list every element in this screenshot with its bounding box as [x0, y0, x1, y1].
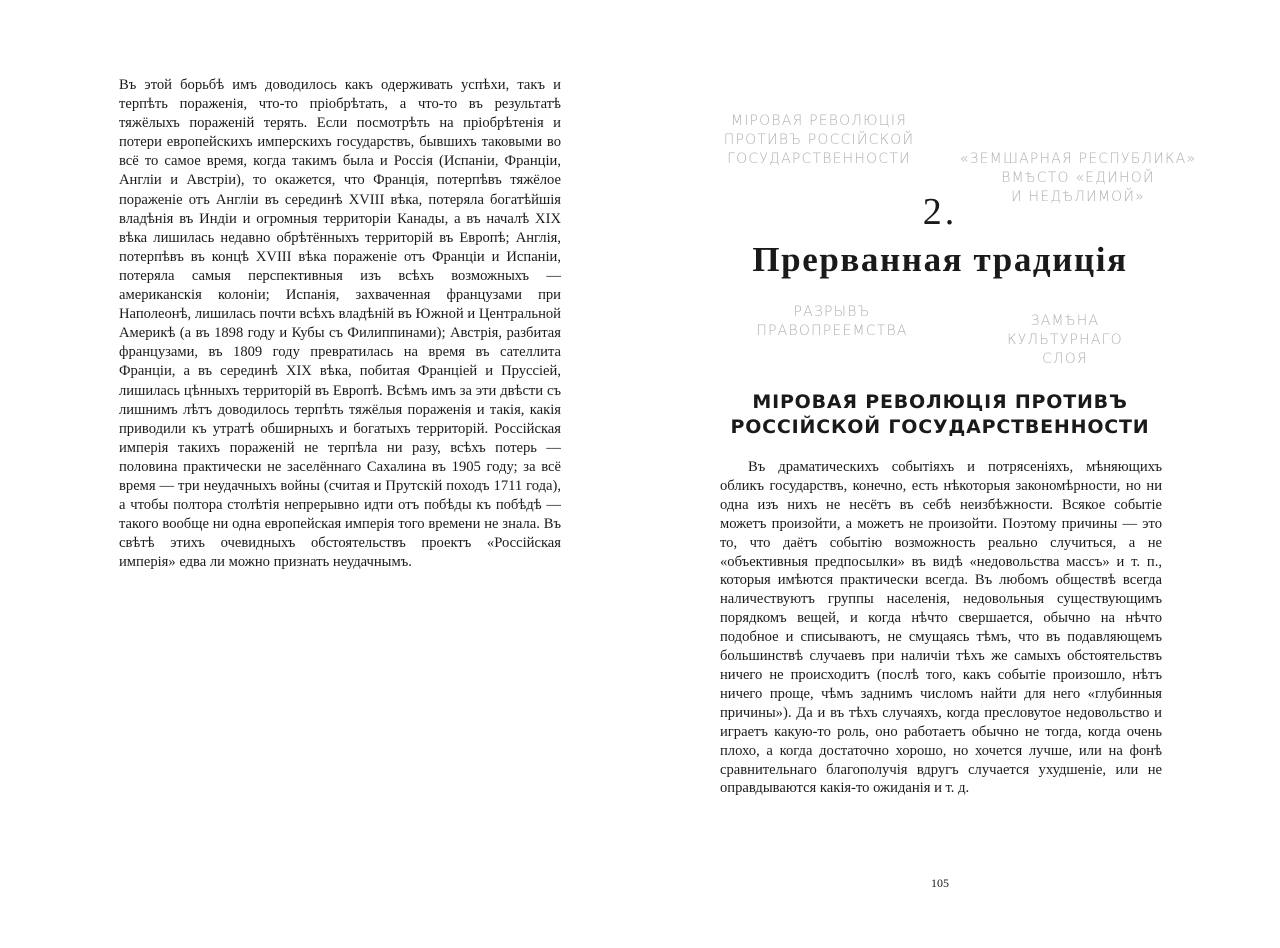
topic-line: МІРОВАЯ РЕВОЛЮЦІЯ: [730, 113, 908, 129]
topic-line: ГОСУДАРСТВЕННОСТИ: [727, 151, 911, 167]
topic-line: СЛОЯ: [1042, 351, 1088, 367]
chapter-topic-world-revolution: [714, 112, 924, 169]
chapter-number: 2.: [922, 191, 958, 233]
section-heading-line: РОССІЙСКОЙ ГОСУДАРСТВЕННОСТИ: [730, 416, 1150, 438]
topic-line: ПРОТИВЪ РОССІЙСКОЙ: [723, 132, 915, 148]
topic-line: ЗАМѢНА: [1030, 313, 1100, 329]
topic-line: ПРАВОПРЕЕМСТВА: [756, 323, 908, 339]
right-page: [640, 0, 1280, 948]
section-heading: [710, 390, 1170, 440]
left-page-body-text: Въ этой борьбѣ имъ доводилось какъ одерживать успѣхи, такъ и терпѣть пораженія, что-то пріобрѣтать, а что-то въ результатѣ тяжёлыхъ пораженій терять. Если посмотрѣть на пріобрѣтенія и потери европейскихъ имперскихъ государствъ, бывшихъ таковыми во всё то самое время, когда такимъ была и Россія (Испаніи, Франціи, Англіи и Австріи), то окажется, что Франція, потерпѣвъ тяжёлое пораженіе отъ Англіи въ серединѣ XVIII вѣка, потеряла богатѣйшія владѣнія въ Индіи и огромныя территоріи Канады, а въ началѣ XIX вѣка лишилась недавно обрѣтённыхъ территорій въ Европѣ; Англія, потерпѣвъ въ концѣ XVIII вѣка пораженіе отъ Франціи и Испаніи, потеряла самыя перспективныя изъ всѣхъ возможныхъ — американскія колоніи; Испанія, захваченная французами при Наполеонѣ, лишилась почти всѣхъ владѣній въ Южной и Центральной Америкѣ (а въ 1898 году и Кубы съ Филиппинами); Австрія, разбитая французами, въ 1809 году превратилась на время въ сателлита Франціи, а въ серединѣ XIX вѣка, побитая Франціей и Пруссіей, лишилась цѣнныхъ территорій въ Европѣ. Всѣмъ имъ за эти двѣсти съ лишнимъ лѣтъ доводилось терпѣть тяжёлыя пораженія и такія, какія приводили къ утратѣ обширныхъ и богатыхъ территорій. Россійская имперія такихъ пораженій не терпѣла ни разу, всѣхъ потерь — половина практически не заселённаго Сахалина въ 1905 году; за всё время — три неудачныхъ войны (считая и Прутскій походъ 1711 года), а чтобы полтора столѣтія непрерывно идти отъ побѣды къ побѣдѣ — такого вообще ни одна европейская имперія того времени не знала. Въ свѣтѣ этихъ очевидныхъ обстоятельствъ проектъ «Россійская имперія» едва ли можно признать неудачнымъ.: [119, 77, 561, 571]
topic-line: И НЕДѢЛИМОЙ»: [1011, 189, 1145, 205]
right-page-body-text: Въ драматическихъ событіяхъ и потрясеніяхъ, мѣняющихъ обликъ государствъ, конечно, есть нѣкоторыя закономѣрности, но ни одна изъ нихъ не несётъ въ себѣ неизбѣжности. Всякое событіе можетъ произойти, а можетъ не произойти. Поэтому причины — это то, что даётъ событію возможность реально случиться, а не «объективныя предпосылки» въ видѣ «недовольства массъ» и т. п., которыя имѣются практически всегда. Въ любомъ обществѣ всегда наличествуютъ группы населенія, недовольныя существующимъ порядкомъ вещей, и когда нѣчто свершается, обычно на нѣчто подобное и списываютъ, не смущаясь тѣмъ, что въ подавляющемъ большинствѣ случаевъ при наличіи тѣхъ же самыхъ обстоятельствъ ничего не происходитъ (послѣ того, какъ событіе произошло, нѣтъ ничего проще, чѣмъ заднимъ числомъ найти для него «глубинныя причины»). Да и въ тѣхъ случаяхъ, когда пресловутое недовольство и играетъ какую-то роль, оно работаетъ обычно не тогда, когда очень плохо, а когда достаточно хорошо, но хочется лучше, или на фонѣ сравнительнаго благополучія вдругъ случается ухудшеніе, или не оправдываются какія-то ожиданія и т. д.: [720, 459, 1162, 797]
topic-line: КУЛЬТУРНАГО: [1007, 332, 1123, 348]
topic-line: ВМѢСТО «ЕДИНОЙ: [1001, 170, 1155, 186]
chapter-title: Прерванная традиція: [752, 240, 1128, 279]
chapter-topic-succession-break: [742, 303, 922, 341]
topic-line: «ЗЕМШАРНАЯ РЕСПУБЛИКА»: [959, 151, 1197, 167]
chapter-topic-cultural-layer: [990, 312, 1140, 369]
section-heading-line: МІРОВАЯ РЕВОЛЮЦІЯ ПРОТИВЪ: [752, 391, 1128, 413]
topic-line: РАЗРЫВЪ: [793, 304, 871, 320]
page-number: 105: [931, 876, 949, 890]
